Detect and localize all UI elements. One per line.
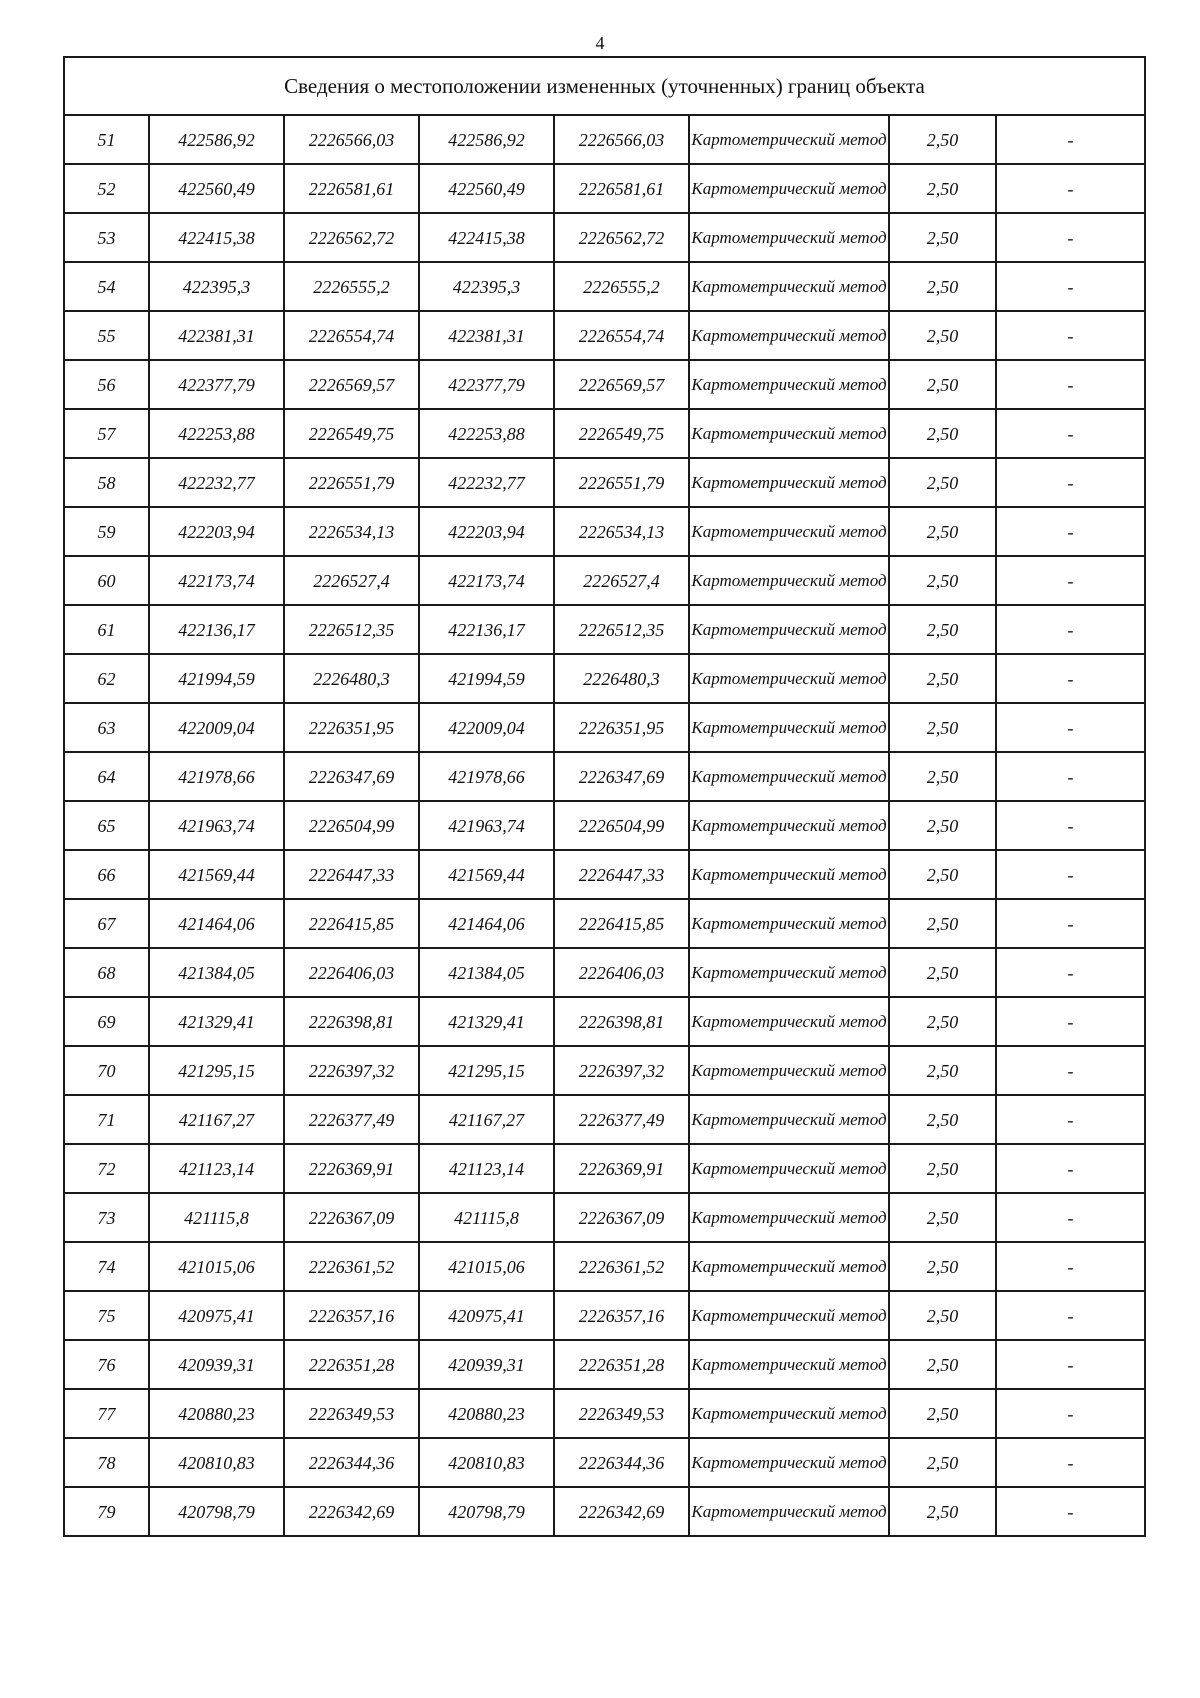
point-number-cell: 77 <box>64 1389 149 1438</box>
table-row <box>64 409 1145 458</box>
method-cell: Картометрический метод <box>689 262 889 311</box>
refined-y-cell: 2226397,32 <box>554 1046 689 1095</box>
table-row <box>64 997 1145 1046</box>
existing-y-cell: 2226347,69 <box>284 752 419 801</box>
table-row <box>64 360 1145 409</box>
existing-x-cell: 421115,8 <box>149 1193 284 1242</box>
existing-y-cell: 2226415,85 <box>284 899 419 948</box>
note-cell: - <box>996 850 1145 899</box>
point-number-cell: 58 <box>64 458 149 507</box>
method-cell: Картометрический метод <box>689 1144 889 1193</box>
refined-x-cell: 422009,04 <box>419 703 554 752</box>
existing-y-cell: 2226397,32 <box>284 1046 419 1095</box>
table-row <box>64 507 1145 556</box>
refined-y-cell: 2226527,4 <box>554 556 689 605</box>
table-row <box>64 1291 1145 1340</box>
point-number-cell: 57 <box>64 409 149 458</box>
note-cell: - <box>996 115 1145 164</box>
note-cell: - <box>996 1144 1145 1193</box>
accuracy-cell: 2,50 <box>889 164 996 213</box>
method-cell: Картометрический метод <box>689 752 889 801</box>
existing-y-cell: 2226349,53 <box>284 1389 419 1438</box>
refined-y-cell: 2226351,28 <box>554 1340 689 1389</box>
existing-x-cell: 422203,94 <box>149 507 284 556</box>
existing-y-cell: 2226361,52 <box>284 1242 419 1291</box>
table-row <box>64 654 1145 703</box>
method-cell: Картометрический метод <box>689 997 889 1046</box>
point-number-cell: 70 <box>64 1046 149 1095</box>
refined-x-cell: 421384,05 <box>419 948 554 997</box>
table-row <box>64 1389 1145 1438</box>
accuracy-cell: 2,50 <box>889 899 996 948</box>
method-cell: Картометрический метод <box>689 703 889 752</box>
method-cell: Картометрический метод <box>689 654 889 703</box>
refined-x-cell: 422415,38 <box>419 213 554 262</box>
point-number-cell: 55 <box>64 311 149 360</box>
table-title-row <box>64 57 1145 115</box>
refined-y-cell: 2226581,61 <box>554 164 689 213</box>
existing-y-cell: 2226512,35 <box>284 605 419 654</box>
existing-x-cell: 421978,66 <box>149 752 284 801</box>
method-cell: Картометрический метод <box>689 1340 889 1389</box>
table-row <box>64 1487 1145 1536</box>
method-cell: Картометрический метод <box>689 605 889 654</box>
existing-x-cell: 422395,3 <box>149 262 284 311</box>
existing-x-cell: 422381,31 <box>149 311 284 360</box>
accuracy-cell: 2,50 <box>889 213 996 262</box>
point-number-cell: 65 <box>64 801 149 850</box>
existing-x-cell: 422009,04 <box>149 703 284 752</box>
accuracy-cell: 2,50 <box>889 262 996 311</box>
refined-x-cell: 420975,41 <box>419 1291 554 1340</box>
table-row <box>64 213 1145 262</box>
point-number-cell: 64 <box>64 752 149 801</box>
existing-x-cell: 420798,79 <box>149 1487 284 1536</box>
method-cell: Картометрический метод <box>689 1193 889 1242</box>
existing-x-cell: 421015,06 <box>149 1242 284 1291</box>
note-cell: - <box>996 1242 1145 1291</box>
existing-y-cell: 2226351,28 <box>284 1340 419 1389</box>
refined-x-cell: 421329,41 <box>419 997 554 1046</box>
method-cell: Картометрический метод <box>689 801 889 850</box>
refined-x-cell: 422253,88 <box>419 409 554 458</box>
existing-x-cell: 421569,44 <box>149 850 284 899</box>
point-number-cell: 66 <box>64 850 149 899</box>
refined-x-cell: 420810,83 <box>419 1438 554 1487</box>
method-cell: Картометрический метод <box>689 1095 889 1144</box>
existing-y-cell: 2226342,69 <box>284 1487 419 1536</box>
method-cell: Картометрический метод <box>689 899 889 948</box>
accuracy-cell: 2,50 <box>889 1487 996 1536</box>
refined-y-cell: 2226377,49 <box>554 1095 689 1144</box>
accuracy-cell: 2,50 <box>889 1438 996 1487</box>
point-number-cell: 73 <box>64 1193 149 1242</box>
method-cell: Картометрический метод <box>689 556 889 605</box>
refined-x-cell: 421978,66 <box>419 752 554 801</box>
method-cell: Картометрический метод <box>689 948 889 997</box>
note-cell: - <box>996 703 1145 752</box>
point-number-cell: 59 <box>64 507 149 556</box>
refined-y-cell: 2226347,69 <box>554 752 689 801</box>
table-row <box>64 1144 1145 1193</box>
accuracy-cell: 2,50 <box>889 801 996 850</box>
refined-x-cell: 420939,31 <box>419 1340 554 1389</box>
table-row <box>64 1340 1145 1389</box>
accuracy-cell: 2,50 <box>889 1340 996 1389</box>
accuracy-cell: 2,50 <box>889 311 996 360</box>
point-number-cell: 69 <box>64 997 149 1046</box>
point-number-cell: 78 <box>64 1438 149 1487</box>
method-cell: Картометрический метод <box>689 1242 889 1291</box>
refined-y-cell: 2226406,03 <box>554 948 689 997</box>
existing-y-cell: 2226369,91 <box>284 1144 419 1193</box>
refined-x-cell: 421115,8 <box>419 1193 554 1242</box>
existing-x-cell: 421963,74 <box>149 801 284 850</box>
existing-y-cell: 2226357,16 <box>284 1291 419 1340</box>
existing-y-cell: 2226367,09 <box>284 1193 419 1242</box>
existing-y-cell: 2226549,75 <box>284 409 419 458</box>
refined-y-cell: 2226447,33 <box>554 850 689 899</box>
refined-y-cell: 2226534,13 <box>554 507 689 556</box>
accuracy-cell: 2,50 <box>889 605 996 654</box>
method-cell: Картометрический метод <box>689 213 889 262</box>
refined-x-cell: 420880,23 <box>419 1389 554 1438</box>
refined-y-cell: 2226344,36 <box>554 1438 689 1487</box>
existing-x-cell: 421994,59 <box>149 654 284 703</box>
method-cell: Картометрический метод <box>689 1438 889 1487</box>
existing-x-cell: 420880,23 <box>149 1389 284 1438</box>
note-cell: - <box>996 1095 1145 1144</box>
boundary-coordinates-table <box>63 56 1146 1537</box>
existing-x-cell: 422253,88 <box>149 409 284 458</box>
refined-y-cell: 2226555,2 <box>554 262 689 311</box>
refined-y-cell: 2226569,57 <box>554 360 689 409</box>
refined-y-cell: 2226554,74 <box>554 311 689 360</box>
accuracy-cell: 2,50 <box>889 850 996 899</box>
refined-y-cell: 2226480,3 <box>554 654 689 703</box>
refined-y-cell: 2226566,03 <box>554 115 689 164</box>
refined-x-cell: 422136,17 <box>419 605 554 654</box>
note-cell: - <box>996 458 1145 507</box>
table-row <box>64 556 1145 605</box>
accuracy-cell: 2,50 <box>889 458 996 507</box>
note-cell: - <box>996 1193 1145 1242</box>
accuracy-cell: 2,50 <box>889 1193 996 1242</box>
existing-x-cell: 422377,79 <box>149 360 284 409</box>
existing-x-cell: 420939,31 <box>149 1340 284 1389</box>
note-cell: - <box>996 556 1145 605</box>
point-number-cell: 52 <box>64 164 149 213</box>
note-cell: - <box>996 1438 1145 1487</box>
method-cell: Картометрический метод <box>689 1487 889 1536</box>
refined-y-cell: 2226562,72 <box>554 213 689 262</box>
method-cell: Картометрический метод <box>689 1046 889 1095</box>
existing-y-cell: 2226480,3 <box>284 654 419 703</box>
existing-y-cell: 2226562,72 <box>284 213 419 262</box>
refined-x-cell: 421295,15 <box>419 1046 554 1095</box>
note-cell: - <box>996 1340 1145 1389</box>
method-cell: Картометрический метод <box>689 409 889 458</box>
refined-y-cell: 2226351,95 <box>554 703 689 752</box>
table-row <box>64 850 1145 899</box>
accuracy-cell: 2,50 <box>889 1046 996 1095</box>
point-number-cell: 72 <box>64 1144 149 1193</box>
refined-x-cell: 422203,94 <box>419 507 554 556</box>
note-cell: - <box>996 1046 1145 1095</box>
method-cell: Картометрический метод <box>689 507 889 556</box>
table-row <box>64 948 1145 997</box>
refined-y-cell: 2226549,75 <box>554 409 689 458</box>
existing-x-cell: 422136,17 <box>149 605 284 654</box>
refined-x-cell: 422173,74 <box>419 556 554 605</box>
existing-y-cell: 2226504,99 <box>284 801 419 850</box>
existing-x-cell: 421295,15 <box>149 1046 284 1095</box>
accuracy-cell: 2,50 <box>889 1095 996 1144</box>
point-number-cell: 61 <box>64 605 149 654</box>
point-number-cell: 56 <box>64 360 149 409</box>
accuracy-cell: 2,50 <box>889 556 996 605</box>
note-cell: - <box>996 409 1145 458</box>
refined-x-cell: 421963,74 <box>419 801 554 850</box>
refined-y-cell: 2226342,69 <box>554 1487 689 1536</box>
refined-y-cell: 2226415,85 <box>554 899 689 948</box>
existing-x-cell: 420810,83 <box>149 1438 284 1487</box>
point-number-cell: 51 <box>64 115 149 164</box>
accuracy-cell: 2,50 <box>889 360 996 409</box>
table-row <box>64 1095 1145 1144</box>
note-cell: - <box>996 1487 1145 1536</box>
refined-x-cell: 422586,92 <box>419 115 554 164</box>
method-cell: Картометрический метод <box>689 850 889 899</box>
note-cell: - <box>996 164 1145 213</box>
existing-y-cell: 2226447,33 <box>284 850 419 899</box>
note-cell: - <box>996 1291 1145 1340</box>
accuracy-cell: 2,50 <box>889 1291 996 1340</box>
existing-x-cell: 422586,92 <box>149 115 284 164</box>
accuracy-cell: 2,50 <box>889 703 996 752</box>
point-number-cell: 74 <box>64 1242 149 1291</box>
point-number-cell: 53 <box>64 213 149 262</box>
refined-y-cell: 2226361,52 <box>554 1242 689 1291</box>
accuracy-cell: 2,50 <box>889 1242 996 1291</box>
point-number-cell: 62 <box>64 654 149 703</box>
note-cell: - <box>996 1389 1145 1438</box>
existing-y-cell: 2226551,79 <box>284 458 419 507</box>
existing-x-cell: 420975,41 <box>149 1291 284 1340</box>
refined-y-cell: 2226369,91 <box>554 1144 689 1193</box>
note-cell: - <box>996 262 1145 311</box>
note-cell: - <box>996 605 1145 654</box>
note-cell: - <box>996 948 1145 997</box>
refined-x-cell: 422381,31 <box>419 311 554 360</box>
table-row <box>64 458 1145 507</box>
existing-y-cell: 2226398,81 <box>284 997 419 1046</box>
method-cell: Картометрический метод <box>689 115 889 164</box>
refined-x-cell: 421015,06 <box>419 1242 554 1291</box>
table-row <box>64 605 1145 654</box>
point-number-cell: 63 <box>64 703 149 752</box>
note-cell: - <box>996 654 1145 703</box>
refined-x-cell: 422377,79 <box>419 360 554 409</box>
point-number-cell: 67 <box>64 899 149 948</box>
point-number-cell: 75 <box>64 1291 149 1340</box>
point-number-cell: 76 <box>64 1340 149 1389</box>
table-row <box>64 703 1145 752</box>
existing-y-cell: 2226527,4 <box>284 556 419 605</box>
refined-y-cell: 2226504,99 <box>554 801 689 850</box>
existing-y-cell: 2226566,03 <box>284 115 419 164</box>
existing-x-cell: 422173,74 <box>149 556 284 605</box>
table-title: Сведения о местоположении измененных (уточненных) границ объекта <box>64 57 1145 115</box>
table-row <box>64 752 1145 801</box>
existing-y-cell: 2226555,2 <box>284 262 419 311</box>
method-cell: Картометрический метод <box>689 360 889 409</box>
note-cell: - <box>996 507 1145 556</box>
accuracy-cell: 2,50 <box>889 409 996 458</box>
accuracy-cell: 2,50 <box>889 997 996 1046</box>
method-cell: Картометрический метод <box>689 458 889 507</box>
refined-y-cell: 2226357,16 <box>554 1291 689 1340</box>
accuracy-cell: 2,50 <box>889 507 996 556</box>
existing-x-cell: 421329,41 <box>149 997 284 1046</box>
method-cell: Картометрический метод <box>689 1291 889 1340</box>
note-cell: - <box>996 752 1145 801</box>
existing-y-cell: 2226569,57 <box>284 360 419 409</box>
accuracy-cell: 2,50 <box>889 115 996 164</box>
existing-x-cell: 422232,77 <box>149 458 284 507</box>
note-cell: - <box>996 311 1145 360</box>
existing-y-cell: 2226344,36 <box>284 1438 419 1487</box>
point-number-cell: 68 <box>64 948 149 997</box>
table-row <box>64 262 1145 311</box>
refined-x-cell: 421569,44 <box>419 850 554 899</box>
refined-y-cell: 2226512,35 <box>554 605 689 654</box>
accuracy-cell: 2,50 <box>889 752 996 801</box>
existing-y-cell: 2226351,95 <box>284 703 419 752</box>
refined-y-cell: 2226398,81 <box>554 997 689 1046</box>
point-number-cell: 54 <box>64 262 149 311</box>
existing-y-cell: 2226377,49 <box>284 1095 419 1144</box>
point-number-cell: 79 <box>64 1487 149 1536</box>
table-row <box>64 311 1145 360</box>
accuracy-cell: 2,50 <box>889 654 996 703</box>
table-row <box>64 1193 1145 1242</box>
table-row <box>64 164 1145 213</box>
note-cell: - <box>996 801 1145 850</box>
refined-y-cell: 2226367,09 <box>554 1193 689 1242</box>
refined-x-cell: 421994,59 <box>419 654 554 703</box>
existing-x-cell: 421167,27 <box>149 1095 284 1144</box>
method-cell: Картометрический метод <box>689 1389 889 1438</box>
table-row <box>64 1242 1145 1291</box>
point-number-cell: 71 <box>64 1095 149 1144</box>
table-row <box>64 115 1145 164</box>
table-body <box>64 115 1145 1536</box>
refined-x-cell: 422560,49 <box>419 164 554 213</box>
table-row <box>64 801 1145 850</box>
refined-x-cell: 420798,79 <box>419 1487 554 1536</box>
refined-x-cell: 422395,3 <box>419 262 554 311</box>
page-number: 4 <box>595 33 605 53</box>
table-row <box>64 1046 1145 1095</box>
table-row <box>64 1438 1145 1487</box>
refined-y-cell: 2226349,53 <box>554 1389 689 1438</box>
existing-x-cell: 422415,38 <box>149 213 284 262</box>
note-cell: - <box>996 997 1145 1046</box>
existing-x-cell: 421384,05 <box>149 948 284 997</box>
method-cell: Картометрический метод <box>689 311 889 360</box>
refined-y-cell: 2226551,79 <box>554 458 689 507</box>
existing-y-cell: 2226534,13 <box>284 507 419 556</box>
refined-x-cell: 421167,27 <box>419 1095 554 1144</box>
point-number-cell: 60 <box>64 556 149 605</box>
note-cell: - <box>996 213 1145 262</box>
refined-x-cell: 421123,14 <box>419 1144 554 1193</box>
method-cell: Картометрический метод <box>689 164 889 213</box>
accuracy-cell: 2,50 <box>889 1389 996 1438</box>
refined-x-cell: 422232,77 <box>419 458 554 507</box>
existing-y-cell: 2226554,74 <box>284 311 419 360</box>
existing-x-cell: 421464,06 <box>149 899 284 948</box>
accuracy-cell: 2,50 <box>889 948 996 997</box>
refined-x-cell: 421464,06 <box>419 899 554 948</box>
existing-y-cell: 2226581,61 <box>284 164 419 213</box>
existing-x-cell: 422560,49 <box>149 164 284 213</box>
note-cell: - <box>996 899 1145 948</box>
note-cell: - <box>996 360 1145 409</box>
accuracy-cell: 2,50 <box>889 1144 996 1193</box>
table-row <box>64 899 1145 948</box>
existing-y-cell: 2226406,03 <box>284 948 419 997</box>
existing-x-cell: 421123,14 <box>149 1144 284 1193</box>
